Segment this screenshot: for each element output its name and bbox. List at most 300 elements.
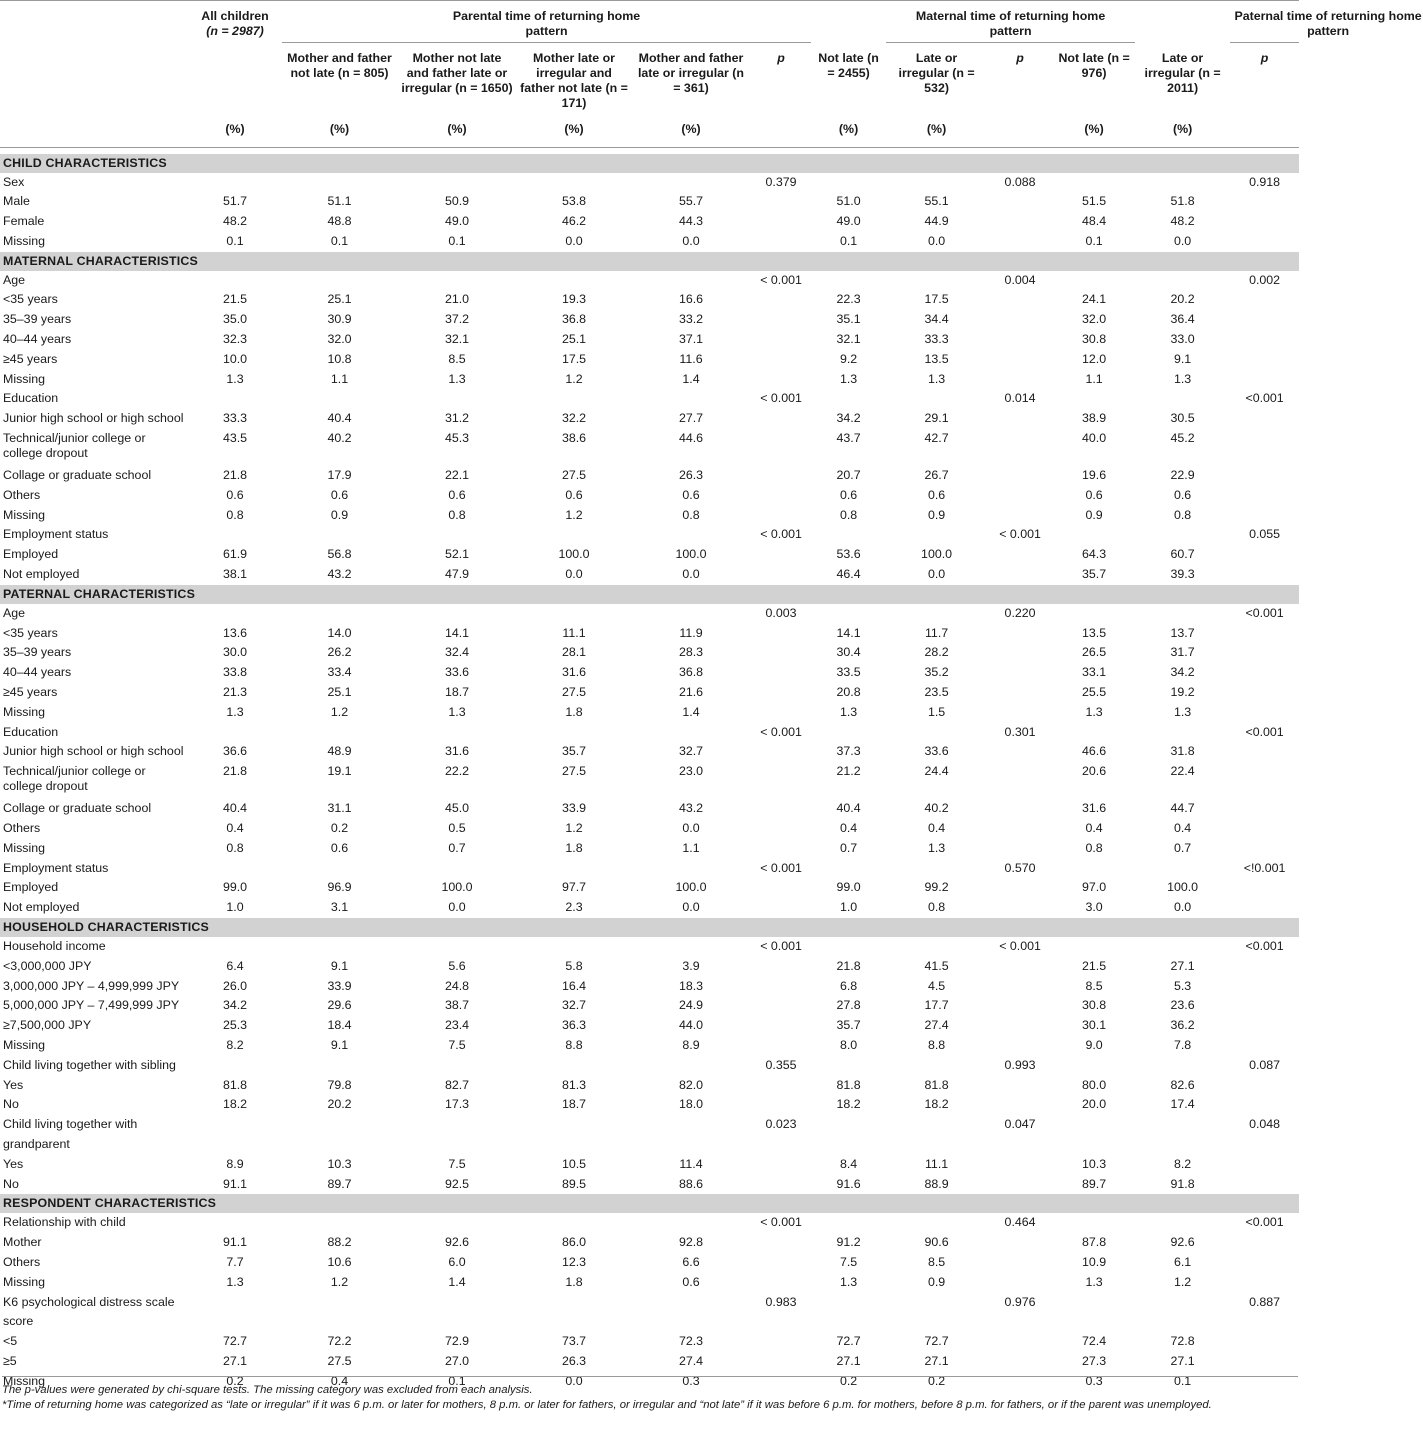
value-cell: 1.4 [448,1274,466,1289]
pct-label: (%) [564,122,584,136]
value-cell: 90.6 [924,1235,949,1250]
value-cell [886,389,987,409]
value-cell [631,723,751,743]
value-cell: 8.2 [1173,1156,1192,1171]
footnote-definition: *Time of returning home was categorized as “late or irregular” if it was 6 p.m. or later for mothers, 8 p.m. or later for fathers, or irregular and “not late” if it was before 6 p.m. for mothers, before 8 p.m. for fathers, or if the parent was unemployed. [2,1399,1212,1411]
footnotes [2,1376,1298,1413]
value-cell: 31.6 [561,665,587,680]
value-cell: 9.1 [1173,351,1192,366]
value-cell: 26.7 [924,468,949,483]
header-col-parental-3: Mother late or irregular and father not late (n = 171) [520,51,628,110]
value-cell [188,1213,282,1233]
value-cell [188,1115,282,1155]
row-label: Not employed [3,900,80,915]
table-row [0,271,1299,291]
value-cell: 91.1 [222,1176,248,1191]
value-cell: 1.3 [1085,704,1103,719]
value-cell: 8.4 [839,1156,858,1171]
p-value-cell: 0.087 [1249,1057,1281,1072]
p-value-cell: 0.379 [765,174,797,189]
table-row [0,683,1299,703]
section-header [0,252,1299,271]
p-value-cell [751,799,811,819]
section-header [0,585,1299,604]
p-value-cell [987,1332,1053,1352]
value-cell: 8.8 [927,1037,946,1052]
value-cell: 35.7 [561,744,587,759]
value-cell [1053,525,1135,545]
value-cell: 30.5 [1170,411,1195,426]
p-value-cell [751,330,811,350]
table-row [0,212,1299,232]
row-label: Others [3,1254,41,1269]
row-label: Employment status [3,860,109,875]
row-label: Not employed [3,567,80,582]
header-row-percent [0,113,1299,148]
value-cell [886,859,987,879]
section-label: PATERNAL CHARACTERISTICS [0,585,1299,604]
value-cell: 23.5 [924,685,949,700]
p-value-cell [1230,1095,1299,1115]
row-label: Missing [3,371,45,386]
value-cell: 0.1 [1085,233,1103,248]
value-cell: 35.1 [836,312,861,327]
value-cell: 27.1 [1170,958,1195,973]
header-col-maternal-2: Late or irregular (n = 532) [898,51,975,95]
row-label: Household income [3,939,106,953]
value-cell: 1.4 [682,371,700,386]
row-label: Technical/junior college or college dropout [3,764,146,794]
value-cell: 72.8 [1170,1334,1195,1349]
value-cell: 8.0 [839,1037,858,1052]
value-cell [811,937,886,957]
value-cell [811,604,886,624]
header-paternal-group: Paternal time of returning home pattern [1230,1,1299,43]
p-value-cell [987,1095,1053,1115]
table-row [0,486,1299,506]
row-label: Missing [3,233,45,248]
value-cell: 16.6 [678,292,704,307]
value-cell [1053,937,1135,957]
value-cell: 49.0 [444,214,470,229]
p-value-cell [987,624,1053,644]
value-cell: 5.3 [1173,978,1192,993]
value-cell: 22.2 [444,764,470,779]
value-cell: 40.4 [327,411,352,426]
value-cell: 42.7 [924,431,949,446]
value-cell [188,173,282,193]
table-row [0,859,1299,879]
p-value-cell [1230,1016,1299,1036]
value-cell [282,1293,397,1333]
value-cell: 41.5 [924,958,949,973]
value-cell [397,859,517,879]
row-label: Age [3,605,26,620]
p-value-cell [1230,232,1299,252]
value-cell: 33.2 [678,312,704,327]
value-cell: 0.6 [839,487,858,502]
p-value-cell: 0.976 [1004,1294,1036,1309]
value-cell: 22.9 [1170,468,1195,483]
value-cell [282,271,397,291]
header-parental-group: Parental time of returning home pattern [282,1,811,43]
value-cell [1135,937,1230,957]
row-label: ≥7,500,000 JPY [3,1018,92,1033]
row-label: Technical/junior college or college dropout [3,431,146,461]
value-cell [1135,1056,1230,1076]
value-cell: 22.3 [836,292,861,307]
row-label: No [3,1097,19,1112]
value-cell [631,937,751,957]
value-cell [188,1293,282,1333]
p-value-cell [751,624,811,644]
value-cell [282,173,397,193]
value-cell: 51.8 [1170,194,1195,209]
value-cell [811,271,886,291]
value-cell: 30.8 [1082,332,1107,347]
value-cell [631,1213,751,1233]
value-cell: 45.2 [1170,431,1195,446]
value-cell [1135,1293,1230,1333]
value-cell [631,389,751,409]
value-cell: 0.0 [565,1373,583,1388]
value-cell: 86.0 [561,1235,587,1250]
value-cell: 27.5 [561,764,587,779]
value-cell: 27.1 [924,1353,949,1368]
p-value-cell: 0.055 [1249,527,1281,542]
value-cell [886,1056,987,1076]
p-value-cell [987,898,1053,918]
value-cell: 20.2 [1170,292,1195,307]
value-cell: 9.1 [330,958,349,973]
value-cell: 92.6 [1170,1235,1195,1250]
value-cell: 56.8 [327,547,352,562]
section-header [0,918,1299,937]
value-cell [1053,1213,1135,1233]
p-value-cell [987,350,1053,370]
p-value-cell [1230,1233,1299,1253]
value-cell [282,525,397,545]
p-value-cell [987,977,1053,997]
p-value-cell: 0.023 [765,1117,797,1132]
p-value-cell [1230,466,1299,486]
value-cell: 0.8 [1085,840,1103,855]
value-cell: 0.6 [565,487,583,502]
value-cell: 38.7 [444,998,470,1013]
pct-label: (%) [329,122,350,136]
value-cell: 38.1 [222,567,248,582]
p-value-cell [751,898,811,918]
value-cell: 26.2 [327,645,352,660]
value-cell: 100.0 [675,547,707,562]
p-value-cell [751,1155,811,1175]
value-cell: 17.7 [924,998,949,1013]
row-label: Missing [3,704,45,719]
value-cell: 27.5 [561,685,587,700]
value-cell: 0.2 [927,1373,946,1388]
value-cell: 6.6 [682,1254,700,1269]
value-cell: 72.3 [678,1334,704,1349]
table-row [0,232,1299,252]
value-cell: 32.1 [836,332,861,347]
p-value-cell [1230,350,1299,370]
table-row [0,1175,1299,1195]
value-cell [517,859,631,879]
value-cell: 7.5 [448,1037,466,1052]
value-cell: 81.8 [924,1077,949,1092]
p-value-cell [1230,1036,1299,1056]
value-cell [1135,1115,1230,1155]
value-cell: 81.8 [222,1077,248,1092]
value-cell: 72.7 [924,1334,949,1349]
value-cell: 1.0 [839,900,858,915]
value-cell: 1.2 [565,371,583,386]
value-cell: 0.8 [839,507,858,522]
value-cell: 1.8 [565,704,583,719]
value-cell [1135,859,1230,879]
value-cell: 27.4 [924,1018,949,1033]
value-cell [811,1115,886,1155]
value-cell: 1.5 [927,704,946,719]
p-value-cell [1230,545,1299,565]
p-value-cell [987,1175,1053,1195]
value-cell: 92.5 [444,1176,470,1191]
table-row [0,643,1299,663]
value-cell: 9.2 [839,351,858,366]
p-value-cell [751,565,811,585]
value-cell: 1.2 [330,704,349,719]
value-cell: 35.2 [924,665,949,680]
value-cell: 12.3 [561,1254,587,1269]
value-cell: 26.5 [1082,645,1107,660]
p-value-cell [1230,212,1299,232]
p-value-cell [751,878,811,898]
value-cell [1053,1056,1135,1076]
value-cell: 30.9 [327,312,352,327]
value-cell: 6.4 [226,958,244,973]
row-label: Employment status [3,527,109,542]
value-cell: 21.2 [836,764,861,779]
p-value-cell [987,565,1053,585]
table-row [0,703,1299,723]
value-cell [282,937,397,957]
value-cell: 40.2 [327,431,352,446]
p-value-cell [751,977,811,997]
section-label: CHILD CHARACTERISTICS [0,154,1299,173]
value-cell: 92.8 [678,1235,704,1250]
row-label: Age [3,272,26,287]
value-cell: 37.3 [836,744,861,759]
p-value-cell [751,290,811,310]
p-value-cell: < 0.001 [760,860,802,875]
value-cell: 0.6 [330,487,349,502]
p-value-cell [987,663,1053,683]
value-cell: 14.1 [444,625,470,640]
value-cell: 2.3 [565,900,583,915]
value-cell: 30.4 [836,645,861,660]
p-value-cell [987,330,1053,350]
value-cell: 20.2 [327,1097,352,1112]
value-cell: 8.9 [682,1037,700,1052]
p-value-cell [751,996,811,1016]
p-value-cell [751,310,811,330]
header-p-maternal: p [1016,51,1024,65]
row-label: Missing [3,1274,45,1289]
value-cell: 40.0 [1082,431,1107,446]
value-cell: 0.1 [1173,1373,1192,1388]
pct-label: (%) [225,122,245,136]
value-cell: 25.1 [561,332,587,347]
value-cell: 100.0 [1167,880,1199,895]
value-cell: 88.2 [327,1235,352,1250]
value-cell: 33.5 [836,665,861,680]
value-cell: 32.0 [327,332,352,347]
value-cell: 0.0 [1173,233,1192,248]
table-row [0,370,1299,390]
value-cell: 46.6 [1082,744,1107,759]
header-col-parental-2: Mother not late and father late or irregular (n = 1650) [401,51,513,95]
value-cell: 0.0 [682,900,700,915]
value-cell: 31.2 [444,411,470,426]
value-cell: 25.3 [222,1018,248,1033]
value-cell [397,723,517,743]
value-cell [517,1115,631,1155]
p-value-cell [1230,310,1299,330]
value-cell: 17.5 [561,351,587,366]
value-cell: 18.0 [678,1097,704,1112]
p-value-cell [987,643,1053,663]
value-cell: 97.0 [1082,880,1107,895]
p-value-cell [751,683,811,703]
value-cell [517,1293,631,1333]
value-cell: 48.2 [1170,214,1195,229]
p-value-cell: 0.002 [1249,272,1281,287]
value-cell: 1.1 [682,840,700,855]
value-cell: 31.1 [327,801,352,816]
value-cell: 32.7 [678,744,704,759]
value-cell: 100.0 [921,547,953,562]
value-cell: 13.5 [924,351,949,366]
value-cell: 18.2 [222,1097,248,1112]
value-cell: 0.0 [565,233,583,248]
p-value-cell [1230,1352,1299,1372]
value-cell: 0.5 [448,821,466,836]
value-cell: 52.1 [444,547,470,562]
value-cell: 0.0 [682,233,700,248]
p-value-cell: 0.047 [1004,1117,1036,1132]
value-cell: 55.7 [678,194,704,209]
value-cell [1053,173,1135,193]
value-cell: 0.0 [682,567,700,582]
p-value-cell: 0.048 [1249,1117,1281,1132]
value-cell: 51.1 [327,194,352,209]
p-value-cell [1230,1253,1299,1273]
value-cell: 82.6 [1170,1077,1195,1092]
value-cell: 33.6 [924,744,949,759]
pct-label: (%) [926,122,947,136]
table-row [0,350,1299,370]
p-value-cell [1230,762,1299,799]
value-cell: 11.7 [924,625,949,640]
value-cell: 28.1 [561,645,587,660]
value-cell: 11.4 [679,1156,703,1171]
value-cell: 31.6 [1082,801,1107,816]
p-value-cell [1230,957,1299,977]
p-value-cell [987,1036,1053,1056]
p-value-cell: 0.887 [1249,1294,1281,1309]
value-cell: 45.0 [444,801,470,816]
value-cell: 24.8 [444,978,470,993]
value-cell [811,1293,886,1333]
header-p-parental: p [777,51,785,65]
value-cell [1135,173,1230,193]
value-cell: 0.6 [1173,487,1192,502]
row-label: Employed [3,547,59,562]
row-label: Relationship with child [3,1215,126,1230]
value-cell: 10.5 [561,1156,587,1171]
value-cell: 99.0 [836,880,861,895]
value-cell: 18.3 [678,978,704,993]
value-cell: 88.6 [678,1176,704,1191]
value-cell: 27.3 [1082,1353,1107,1368]
value-cell: 89.7 [327,1176,352,1191]
p-value-cell [987,762,1053,799]
p-value-cell [1230,742,1299,762]
value-cell: 1.4 [682,704,700,719]
p-value-cell [1230,192,1299,212]
value-cell: 35.0 [222,312,248,327]
value-cell: 26.3 [678,468,704,483]
value-cell [188,389,282,409]
row-label: 40–44 years [3,332,72,347]
value-cell: 0.3 [682,1373,700,1388]
row-label: ≥5 [3,1353,17,1368]
value-cell: 33.3 [222,411,248,426]
header-col-parental-1: Mother and father not late (n = 805) [287,51,392,80]
p-value-cell [751,742,811,762]
value-cell [886,271,987,291]
p-value-cell [987,996,1053,1016]
value-cell: 17.9 [327,468,352,483]
value-cell: 26.0 [222,978,248,993]
value-cell [631,604,751,624]
value-cell [282,604,397,624]
row-label: 3,000,000 JPY – 4,999,999 JPY [3,978,180,993]
value-cell [282,1115,397,1155]
value-cell: 1.1 [1085,371,1103,386]
p-value-cell: < 0.001 [760,527,802,542]
value-cell: 0.6 [330,840,349,855]
value-cell: 35.7 [1082,567,1107,582]
value-cell [811,859,886,879]
value-cell: 33.9 [561,801,587,816]
pct-label: (%) [1172,122,1193,136]
p-value-cell [1230,977,1299,997]
value-cell: 0.0 [682,821,700,836]
value-cell: 40.4 [836,801,861,816]
table-row [0,1332,1299,1352]
value-cell [397,271,517,291]
value-cell [282,389,397,409]
value-cell [886,604,987,624]
row-label: Collage or graduate school [3,468,152,483]
value-cell [397,604,517,624]
value-cell: 33.4 [327,665,352,680]
row-label: Missing [3,1373,45,1388]
p-value-cell [987,409,1053,429]
header-all-children: All children (n = 2987) [201,9,269,38]
value-cell: 1.3 [927,371,946,386]
